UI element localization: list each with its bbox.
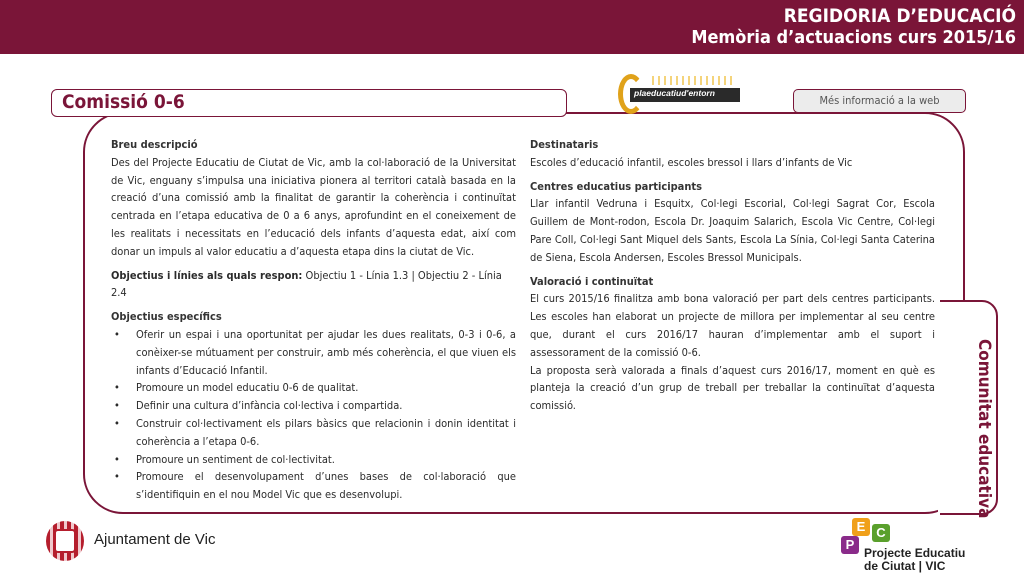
pec-line-2: de Ciutat | VIC xyxy=(864,559,946,573)
pec-letter-e-icon: E xyxy=(852,518,870,536)
pec-logo xyxy=(838,516,1024,574)
list-item: • Construir col·lectivament els pilars bàsics que relacionin i donin identitat i coherència a l’etapa 0-6. xyxy=(111,415,516,451)
header-title: REGIDORIA D’EDUCACIÓ xyxy=(783,5,1016,27)
centres-text: Llar infantil Vedruna i Esquitx, Col·legi Escorial, Col·legi Sagrat Cor, Escola Guillem de Mont-rodon, Escola Dr. Joaquim Salarich, Escola Vic Centre, Col·legi Pare Coll, Col·legi Sant Miquel dels Sants, Escola La Sínia, Col·legi Santa Caterina de Siena, Escola Andersen, Escoles Bressol Municipals. xyxy=(530,197,935,264)
right-column xyxy=(530,136,935,421)
logo-bar xyxy=(630,88,740,102)
header-subtitle: Memòria d’actuacions curs 2015/16 xyxy=(691,27,1016,48)
valoracio-text-2: La proposta serà valorada a finals d’aquest curs 2016/17, moment en què es planteja la creació d’un grup de treball per treballar la continuïtat d’aquesta comissió. xyxy=(530,363,935,413)
centres-heading: Centres educatius participants xyxy=(530,179,703,193)
more-info-web-button[interactable] xyxy=(793,89,966,113)
list-item: • Promoure un model educatiu 0-6 de qualitat. xyxy=(111,379,516,397)
pec-letter-c-icon: C xyxy=(872,524,890,542)
valoracio-heading: Valoració i continuïtat xyxy=(530,274,654,288)
logo-text: plaeducatiud'entorn xyxy=(634,88,715,98)
section-title: Comissió 0-6 xyxy=(62,91,185,113)
list-item: • Promoure el desenvolupament d’unes bases de col·laboració que s’identifiquin en el nou Model Vic que es desenvolupi. xyxy=(111,468,516,504)
side-tab xyxy=(940,300,998,519)
breu-text: Des del Projecte Educatiu de Ciutat de Vic, amb la col·laboració de la Universitat de Vic, enguany s’impulsa una iniciativa pionera al territori català basada en la creació d’una comissió amb la finalitat de garantir la coherència i continuïtat centrada en l’etapa educativa de 0 a 6 anys, aprofundint en el coneixement de les realitats i necessitats en l’educació dels infants d’aquesta edat, així com donar un impuls al valor educatiu a d’aquesta etapa dins la ciutat de Vic. xyxy=(111,155,516,258)
list-item: • Definir una cultura d’infància col·lectiva i compartida. xyxy=(111,397,516,415)
pec-letter-p-icon: P xyxy=(841,536,859,554)
objectius-label: Objectius i línies als quals respon: xyxy=(111,268,303,282)
destinataris-heading: Destinataris xyxy=(530,138,599,151)
especifics-list xyxy=(111,326,516,504)
side-tab-label: Comunitat educativa xyxy=(974,339,994,519)
list-item: • Oferir un espai i una oportunitat per ajudar les dues realitats, 0-3 i 0-6, a conèixer-se mútuament per construir, amb més coherència, el que viuen els infants d’Educació Infantil. xyxy=(111,326,516,379)
objectius-value: Objectiu 1 - Línia 1.3 | Objectiu 2 - Línia 2.4 xyxy=(111,268,502,300)
valoracio-text-1: El curs 2015/16 finalitza amb bona valoració per part dels centres participants. Les escoles han elaborat un projecte de millora per implementar al seu centre que, durant el curs 2016/17 hauran d’implementar amb el suport i assessorament de la comissió 0-6. xyxy=(530,292,935,359)
destinataris-text: Escoles d’educació infantil, escoles bressol i llars d’infants de Vic xyxy=(530,155,853,169)
more-info-web-label: Més informació a la web xyxy=(819,94,940,107)
logo-rays-icon xyxy=(652,76,732,85)
especifics-heading: Objectius específics xyxy=(111,310,222,324)
header-bar xyxy=(0,0,1024,54)
left-column xyxy=(111,136,516,504)
pla-educatiu-entorn-logo xyxy=(612,72,732,118)
pec-line-1: Projecte Educatiu xyxy=(864,546,966,560)
section-title-box xyxy=(51,89,567,117)
list-item: • Promoure un sentiment de col·lectivitat. xyxy=(111,451,516,469)
ajuntament-name: Ajuntament de Vic xyxy=(94,531,216,548)
breu-heading: Breu descripció xyxy=(111,138,198,151)
ajuntament-logo xyxy=(46,519,246,563)
vic-coat-of-arms-icon xyxy=(46,521,84,561)
objectius-line xyxy=(111,267,516,303)
